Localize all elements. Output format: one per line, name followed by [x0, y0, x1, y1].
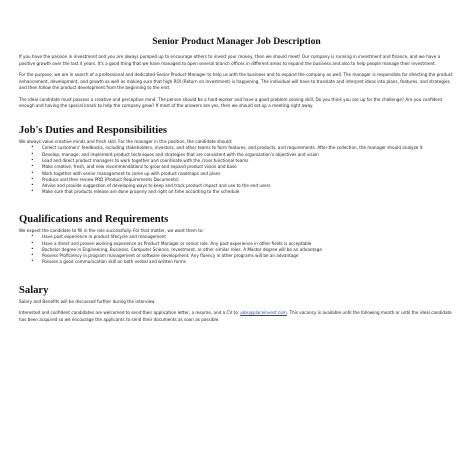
duties-item: • Develop, manage, and implement product techniques and strategies that are consistent with the organization's objectives and vision [42, 152, 454, 158]
duties-list [19, 145, 454, 195]
duties-item: • Collect customers' feedbacks, including stakeholders, investors, and other teams to form features, and products, and requirements. After the collection, the manager should analyze it [42, 145, 454, 151]
duties-item: • Make creative, fresh, and new recommendations to grow and expand product vision and base [42, 164, 454, 170]
qualifications-heading: Qualifications and Requirements [19, 213, 169, 225]
closing-text-before: Interested and confident candidates are welcomed to send their application letter, a resume, and a CV to: [19, 310, 241, 316]
closing-paragraph [19, 310, 454, 323]
duties-item: • Lead and direct product managers to work together and coordinate with the cross functional teams [42, 158, 454, 164]
qualifications-lead: We expect the candidate to fill in the role successfully. For that matter, we want them to: [19, 227, 204, 233]
salary-line: Salary and Benefits will be discussed further during the interview [19, 298, 155, 304]
duties-item: • Advise and provide suggestion of developing ways to keep and track product impact and use to the end users [42, 183, 454, 189]
salary-heading: Salary [19, 284, 49, 296]
duties-lead: We always value creative minds and fresh skill. For the manager in this position, the candidate should: [19, 138, 233, 144]
qualifications-item: • Have past experience in product lifecycle and management [42, 234, 454, 240]
duties-item: • Make sure that products release are done properly and right on time according to the schedule [42, 189, 454, 195]
duties-heading: Job's Duties and Responsibilities [19, 124, 168, 136]
qualifications-item: • Possess a good communication skill on both verbal and written forms [42, 259, 454, 265]
intro-paragraph: The ideal candidate must possess a creative and perceptive mind. The person should be a hard-worker and have a good problem solving skill. Do you think you are up for the challenge? Are you confident enough and having the special knack to help the company grow? If most of the answers are yes, then we should set up a meeting right away. [19, 96, 443, 109]
closing-text-after: . This vacancy is available until the following month or until the ideal candidate has been acquired so we encourage the applicants to send their documents as soon as possible. [19, 310, 452, 322]
qualifications-item: • Bachelor degree in Engineering, Business, Computer Science, Investment, or other similar roles. A Master degree will be an advantage [42, 247, 454, 253]
duties-item: • Produce and then review PRD (Product Requirements Documents) [42, 177, 454, 183]
intro-paragraph: For the purpose, we are in search of a professional and dedicated Senior Product Manager to help us with the business and to expand the company as well. The manager is responsible for directing the product enhancement, development, and growth as well as making sure that high ROI (Return on Investment) is happening. The individual will have to translate and interpret ideas into plans, features, and strategies and then follow the product development from the beginning to the end. [19, 72, 453, 91]
duties-item: • Work together with senior management to come up with product roadmaps and plans [42, 171, 454, 177]
qualifications-item: • Possess Proficiency in program management or software development. Any fluency in other programs will be an advantage [42, 253, 454, 259]
document-title: Senior Product Manager Job Description [152, 36, 321, 47]
qualifications-item: • Have a direct and proven working experience as Product Manager or senior role. Any past experience in other fields is acceptable [42, 241, 454, 247]
intro-paragraph: If you have the passion in investment and you are always pumped up to encourage others to invest your money, then we should meet! Our company is running in investment and finance, and we have a positive growth over the last 4 years. It's a good thing that we have managed to open several branch offices in different areas to expand the business and also to help people manage their investment. [19, 54, 441, 66]
qualifications-list [19, 234, 454, 265]
email-link[interactable]: jobs@placeinvest.com [240, 310, 287, 316]
